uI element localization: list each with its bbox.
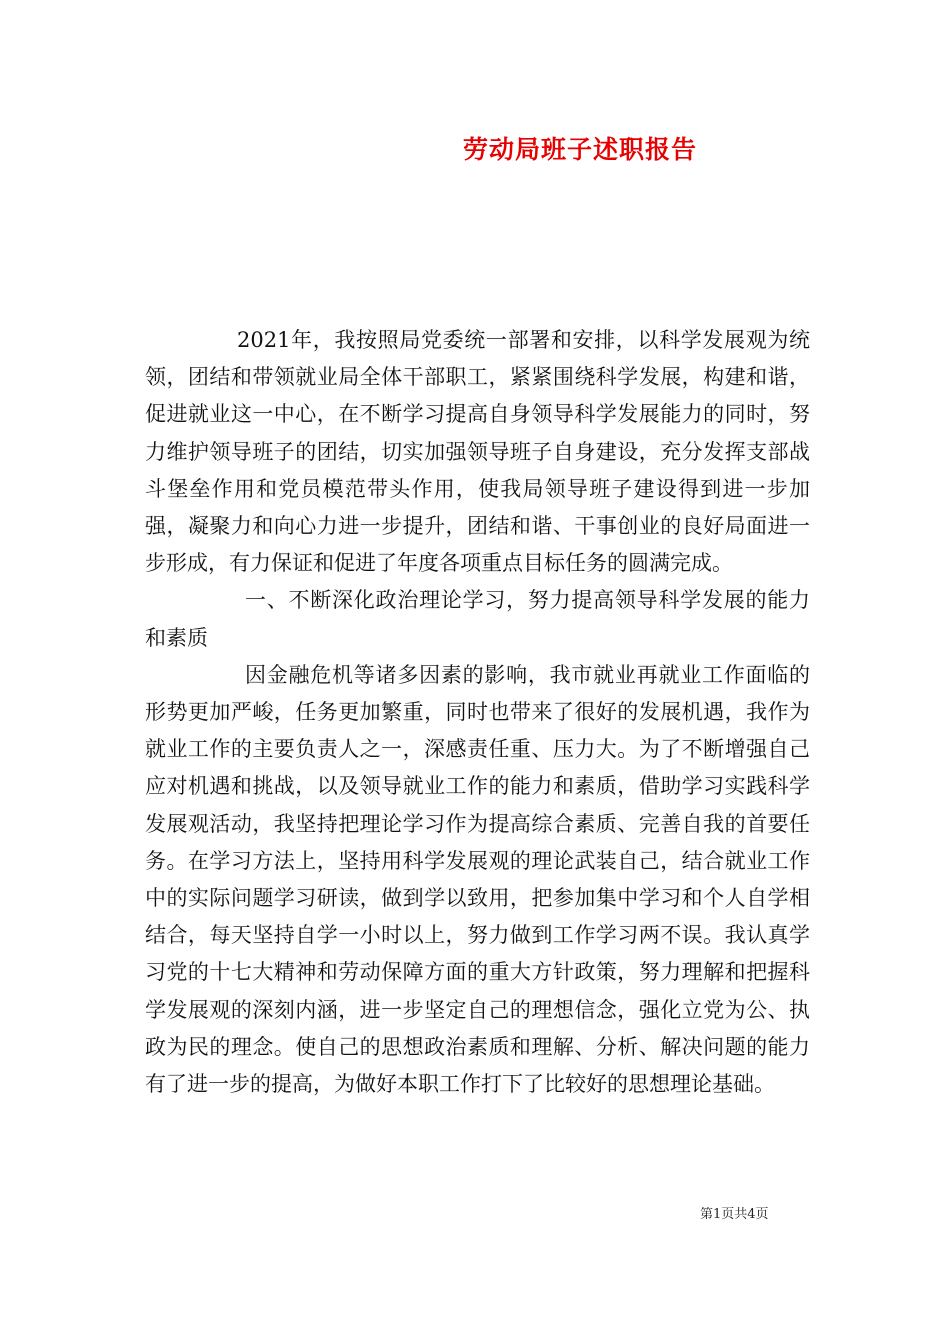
document-body [145, 322, 810, 1103]
document-title: 劳动局班子述职报告 [462, 135, 697, 164]
section-heading: 一、不断深化政治理论学习，努力提高领导科学发展的能力和素质 [145, 588, 810, 650]
page-footer [700, 1203, 769, 1222]
section-paragraph: 因金融危机等诸多因素的影响，我市就业再就业工作面临的形势更加严峻，任务更加繁重，同时也带来了很好的发展机遇，我作为就业工作的主要负责人之一，深感责任重、压力大。为了不断增强自己应对机遇和挑战，以及领导就业工作的能力和素质，借助学习实践科学发展观活动，我坚持把理论学习作为提高综合素质、完善自我的首要任务。在学习方法上，坚持用科学发展观的理论武装自己，结合就业工作中的实际问题学习研读，做到学以致用，把参加集中学习和个人自学相结合，每天坚持自学一小时以上，努力做到工作学习两不误。我认真学习党的十七大精神和劳动保障方面的重大方针政策，努力理解和把握科学发展观的深刻内涵，进一步坚定自己的理想信念，强化立党为公、执政为民的理念。使自己的思想政治素质和理解、分析、解决问题的能力有了进一步的提高，为做好本职工作打下了比较好的思想理论基础。 [145, 662, 810, 1097]
page-number: 第1页共4页 [700, 1207, 769, 1222]
intro-paragraph: 2021年，我按照局党委统一部署和安排，以科学发展观为统领，团结和带领就业局全体干部职工，紧紧围绕科学发展，构建和谐，促进就业这一中心，在不断学习提高自身领导科学发展能力的同时，努力维护领导班子的团结，切实加强领导班子自身建设，充分发挥支部战斗堡垒作用和党员模范带头作用，使我局领导班子建设得到进一步加强，凝聚力和向心力进一步提升，团结和谐、干事创业的良好局面进一步形成，有力保证和促进了年度各项重点目标任务的圆满完成。 [145, 328, 810, 576]
